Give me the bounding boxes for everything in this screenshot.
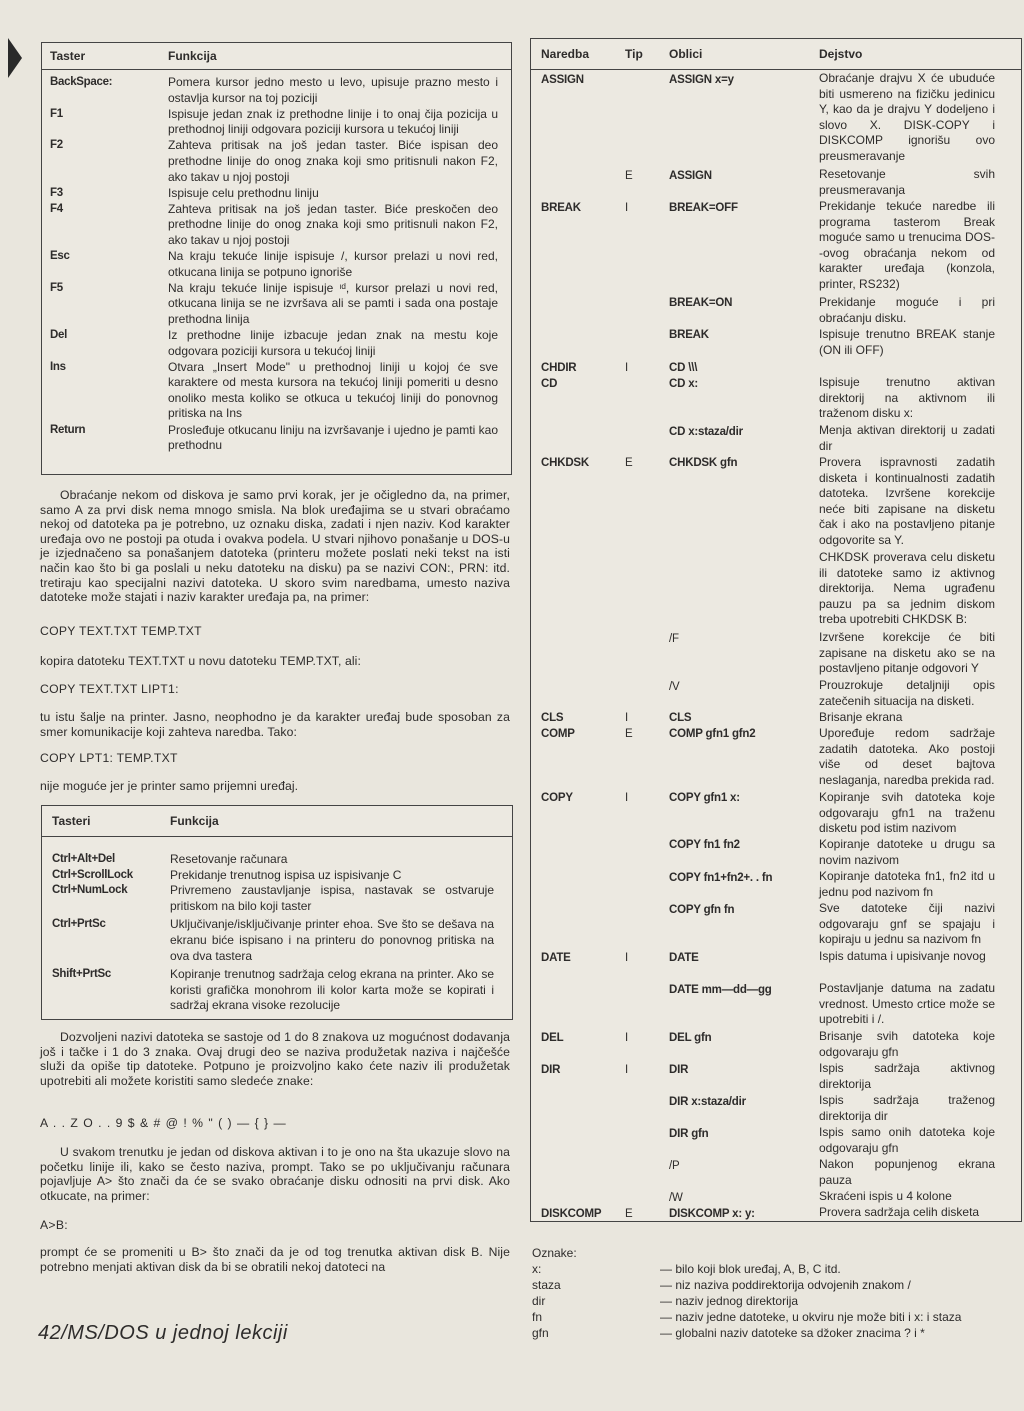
paragraph: U svakom trenutku je jedan od diskova aktivan i to je ono na šta ukazuje slovo na početku linije ili, kako se često naziva, prompt. Tako se po uključivanju računara pojavljuje A> što znači da će se svako obraćanje disku odnositi na prvi disk. Ako otkucate, na primer: [40,1145,510,1203]
header-tip: Tip [625,47,643,61]
key-function: Ispisuje celu prethodnu liniju [168,185,319,200]
command-effect: Brisanje svih datoteka koje odgovaraju gfn [819,1029,995,1059]
key-name: F4 [50,202,63,215]
key-name: F5 [50,281,63,294]
paragraph: Obraćanje nekom od diskova je samo prvi korak, jer je očigledno da, na primer, samo A za prvi disk nema mnogo smisla. Na blok uređajima se u stvari obraćamo nekoj od datoteka pa je potrebno, uz oznaku diska, zadati i njen naziv. Kod karakter uređaja ovo ne postoji pa otuda i ovakva podela. U stvari njihovo ponašanje u DOS-u je izjednačeno sa ponašanjem datoteka (printeru možete poslati neki tekst na isti način kao što bi ga poslali u neku datoteku na disku) pa se nazivi CON:, PRN: itd. tretiraju kao specijalni nazivi datoteka. U skoro svim naredbama, umesto naziva datoteke može stajati i naziv karakter uređaja pa, na primer: [40,488,510,605]
key-name: F1 [50,107,63,120]
command-form: DISKCOMP x: y: [669,1208,755,1220]
legend-title: Oznake: [532,1246,577,1260]
command-type: I [625,202,629,214]
command-effect: Prekidanje moguće i pri obraćanju disku. [819,295,995,325]
command-effect: Kopiranje datoteka fn1, fn2 itd u jednu pod nazivom fn [819,869,995,899]
table-row [42,883,512,914]
command-effect: Prouzrokuje detaljniji opis zatečenih situacija na disketi. [819,678,995,708]
header-naredba: Naredba [541,47,590,61]
code-example: COPY TEXT.TXT LIPT1: [40,682,179,696]
key-function: Iz prethodne linije izbacuje jedan znak na mestu koje odgovara poziciji kursora u tekućoj liniji [168,328,498,358]
legend-term: fn [532,1310,543,1324]
paragraph: prompt će se promeniti u B> što znači da je od tog trenutka aktivan disk B. Nije potrebno menjati aktivan disk da bi se obratili nekoj datoteci na [40,1245,510,1274]
keys-table [41,42,512,475]
legend-definition: — naziv jedne datoteke, u okviru nje može biti i x: i staza [660,1310,962,1324]
key-combination: Ctrl+NumLock [52,884,128,897]
key-function: Otvara „Insert Mode" u prethodnoj liniji u kojoj će sve karaktere od mesta kursora na tekućoj liniji pomeriti u desno onoliko mesta koliko se otkuca u tekućoj liniji do ponovnog pritiska na Ins [168,359,498,421]
key-combination: Ctrl+PrtSc [52,918,106,931]
legend-definition: — naziv jednog direktorija [660,1294,799,1308]
command-form: BREAK [669,329,709,341]
header-tasteri: Tasteri [52,814,91,828]
command-form: COPY fn1+fn2+. . fn [669,872,773,884]
commands-table-header [531,39,1021,70]
command-effect: Provera sadržaja celih disketa [819,1205,980,1219]
command-effect: Obraćanje drajvu X će ubuduće biti usmereno na fizičku jedinicu Y, kao da je drajvu Y dodeljeno i slovo X. DISK-COPY i DISKCOMP ignorišu ovo preusmeravanje [819,71,995,163]
command-switch: /W [669,1192,683,1204]
command-type: I [625,362,629,374]
table-row [42,328,511,359]
command-effect: Ispis sadržaja traženog direktorija dir [819,1093,995,1123]
table-row [42,967,512,1014]
key-combination: Ctrl+ScrollLock [52,868,133,881]
key-name: Return [50,423,86,436]
table-row [42,360,511,422]
command-switch: /F [669,633,679,645]
command-name: ASSIGN [541,74,584,86]
command-form: DIR x:staza/dir [669,1096,746,1108]
key-name: BackSpace: [50,76,113,88]
command-form: DEL gfn [669,1032,712,1044]
command-type: E [625,170,633,182]
page-footer: 42/MS/DOS u jednoj lekciji [38,1322,288,1344]
table-row [42,868,512,884]
command-name: CD [541,378,558,390]
command-effect: Ispis samo onih datoteka koje odgovaraju gfn [819,1125,995,1155]
header-funkcija: Funkcija [168,49,217,63]
command-switch: /V [669,681,680,693]
command-form: CD \\\ [669,362,698,374]
paragraph: kopira datoteku TEXT.TXT u novu datoteku TEMP.TXT, ali: [40,654,361,668]
command-type: E [625,728,633,740]
key-name: Del [50,329,67,341]
command-type: I [625,1032,629,1044]
combination-function: Resetovanje računara [170,852,288,866]
command-form: COPY fn1 fn2 [669,839,740,851]
key-name: F3 [50,186,63,199]
command-type: E [625,1208,633,1220]
command-form: CLS [669,712,692,724]
command-effect: Upoređuje redom sadržaje zadatih datoteka. Ako postoji više od deset bajtova neslaganja, naredba prekida rad. [819,726,995,787]
command-effect: Postavljanje datuma na zadatu vrednost. Umesto crtice može se upotrebiti i /. [819,981,995,1027]
combination-function: Kopiranje trenutnog sadržaja celog ekrana na printer. Ako se koristi grafička monohrom ili kolor karta može se kopirati i sadržaj ekrana visoke rezolucije [170,967,494,1013]
header-funkcija: Funkcija [170,814,219,828]
header-dejstvo: Dejstvo [819,47,863,61]
code-example: COPY LPT1: TEMP.TXT [40,751,178,765]
key-function: Zahteva pritisak na još jedan taster. Biće preskočen deo prethodne linije do onog znaka koji smo pritisnuli nakon F2, ako takav u njoj postoji [168,201,498,247]
command-form: BREAK=OFF [669,202,738,214]
key-function: Zahteva pritisak na još jedan taster. Biće ispisan deo prethodne linije do onog znaka koji smo pritisnuli nakon F2, ako takav u njoj postoji [168,138,498,184]
legend-term: gfn [532,1326,549,1340]
legend-term: staza [532,1278,561,1292]
command-form: ASSIGN [669,170,712,182]
command-effect: Nakon popunjenog ekrana pauza [819,1157,995,1187]
command-form: DATE [669,952,699,964]
key-name: Ins [50,360,66,373]
table-row [42,202,511,249]
code-example: A>B: [40,1218,68,1232]
command-form: COMP gfn1 gfn2 [669,728,756,740]
command-form: BREAK=ON [669,297,733,309]
command-form: DIR gfn [669,1128,709,1140]
key-function: Prosleđuje otkucanu liniju na izvršavanje i ujedno je pamti kao prethodnu [168,422,498,453]
command-effect: Ispis datuma i upisivanje novog [819,949,986,963]
command-name: BREAK [541,202,581,214]
allowed-characters: A . . Z O . . 9 $ & # @ ! % " ( ) — { } — [40,1116,287,1130]
command-type: I [625,712,629,724]
key-combinations-table [41,805,513,1020]
command-effect: Skraćeni ispis u 4 kolone [819,1189,952,1203]
page-marker-icon [8,38,22,78]
key-function: Pomera kursor jedno mesto u levo, upisuje prazno mesto i ostavlja kursor na toj poziciji [168,75,498,105]
combination-function: Prekidanje trenutnog ispisa uz ispisivanje C [170,867,402,882]
paragraph: tu istu šalje na printer. Jasno, neophodno je da karakter uređaj bude sposoban za smer komunikacije koji zahteva naredba. Tako: [40,710,510,739]
command-effect: Izvršene korekcije će biti zapisane na disketu ako se na postavljeno pitanje odgovori Y [819,630,995,676]
command-effect: Resetovanje svih preusmeravanja [819,167,995,197]
key-combination: Shift+PrtSc [52,968,112,981]
table-row [42,249,511,280]
key-combinations-header [42,806,512,837]
table-row [42,423,511,454]
header-taster: Taster [50,49,86,63]
table-row [42,138,511,185]
command-form: ASSIGN x=y [669,74,734,86]
table-row [42,75,511,106]
command-form: CD x: [669,378,699,390]
combination-function: Uključivanje/isključivanje printer ehoa. Sve što se dešava na ekranu biće ispisano i na printeru do ponovnog pritiska na ova dva tastera [170,917,494,963]
key-name: Esc [50,250,70,263]
command-name: DISKCOMP [541,1208,602,1220]
command-type: I [625,952,629,964]
command-form: COPY gfn fn [669,904,735,916]
table-row [42,917,512,964]
key-function: Na kraju tekuće linije ispisuje /, kursor prelazi u novi red, otkucana linija se potpuno ignoriše [168,249,498,279]
paragraph: Dozvoljeni nazivi datoteka se sastoje od 1 do 8 znakova uz mogućnost dodavanja još i tačke i 1 do 3 znaka. Ovaj drugi deo se naziva produžetak naziva i najčešće služi da opiše tip datoteke. Potpuno je proizvoljno kako ćete naziv ili produžetak upotrebiti ali možete koristiti samo sledeće znake: [40,1030,510,1088]
command-name: CLS [541,712,564,724]
table-row [42,107,511,138]
command-form: CHKDSK gfn [669,457,738,469]
command-form: DATE mm—dd—gg [669,984,772,996]
command-effect: Brisanje ekrana [819,710,903,724]
command-form: COPY gfn1 x: [669,792,740,804]
command-effect: Ispisuje trenutno BREAK stanje (ON ili OFF) [819,327,995,357]
command-name: DIR [541,1064,561,1076]
legend-term: x: [532,1262,542,1276]
command-effect: CHKDSK proverava celu disketu ili datoteke samo iz aktivnog direktorija. Nema ugrađenu pauzu pa sa jednim diskom treba upotrebiti CHKDSK B: [819,550,995,627]
key-function: Ispisuje jedan znak iz prethodne linije i to onaj čija pozicija u prethodnoj liniji odgovara poziciji kursora u tekućoj liniji [168,106,498,137]
table-row [42,186,511,202]
combination-function: Privremeno zaustavljanje ispisa, nastavak se ostvaruje pritiskom na bilo koji taster [170,883,494,913]
legend-definition: — niz naziva poddirektorija odvojenih znakom / [660,1278,911,1292]
command-name: COMP [541,728,575,740]
command-effect: Prekidanje tekuće naredbe ili programa tasterom Break moguće samo u trenucima DOS--ovog obraćanja nekom od karakter uređaja (konzola, printer, RS232) [819,199,995,291]
legend-term: dir [532,1294,546,1308]
key-name: F2 [50,139,63,152]
command-effect: Sve datoteke čiji nazivi odgovaraju gnf se spajaju i kopiraju u jednu sa nazivom fn [819,901,995,947]
paragraph: nije moguće jer je printer samo prijemni uređaj. [40,779,299,793]
table-row [42,281,511,328]
command-switch: /P [669,1160,680,1172]
key-function: Na kraju tekuće linije ispisuje ᶦᵈ, kursor prelazi u novi red, otkucana linija se ne izvršava ali se pamti i sada ona postaje prethodna linija [168,280,498,326]
commands-table [530,38,1022,1222]
legend-definition: — globalni naziv datoteke sa džoker znacima ? i * [660,1326,925,1340]
legend-definition: — bilo koji blok uređaj, A, B, C itd. [660,1262,841,1276]
command-name: DEL [541,1032,564,1044]
command-effect: Kopiranje svih datoteka koje odgovaraju gfn1 na traženu disketu pod istim nazivom [819,790,995,836]
keys-table-header [42,43,511,70]
command-effect: Menja aktivan direktorij u zadati dir [819,423,995,453]
command-type: I [625,792,629,804]
code-example: COPY TEXT.TXT TEMP.TXT [40,624,202,638]
command-name: COPY [541,792,573,804]
command-form: CD x:staza/dir [669,426,743,438]
command-name: DATE [541,952,571,964]
command-form: DIR [669,1064,689,1076]
table-row [42,852,512,868]
key-combination: Ctrl+Alt+Del [52,853,115,865]
command-name: CHDIR [541,362,577,374]
command-effect: Ispis sadržaja aktivnog direktorija [819,1061,995,1091]
command-effect: Provera ispravnosti zadatih disketa i kontinualnosti zadatih datoteka. Izvršene korekcije neće biti zapisane na disketu čak i ako na postavljeno pitanje odgovorite sa Y. [819,455,995,547]
command-type: E [625,457,633,469]
header-oblici: Oblici [669,47,703,61]
command-type: I [625,1064,629,1076]
command-effect: Kopiranje datoteke u drugu sa novim nazivom [819,837,995,867]
command-name: CHKDSK [541,457,589,469]
command-effect: Ispisuje trenutno aktivan direktorij na aktivnom ili traženom disku x: [819,375,995,421]
